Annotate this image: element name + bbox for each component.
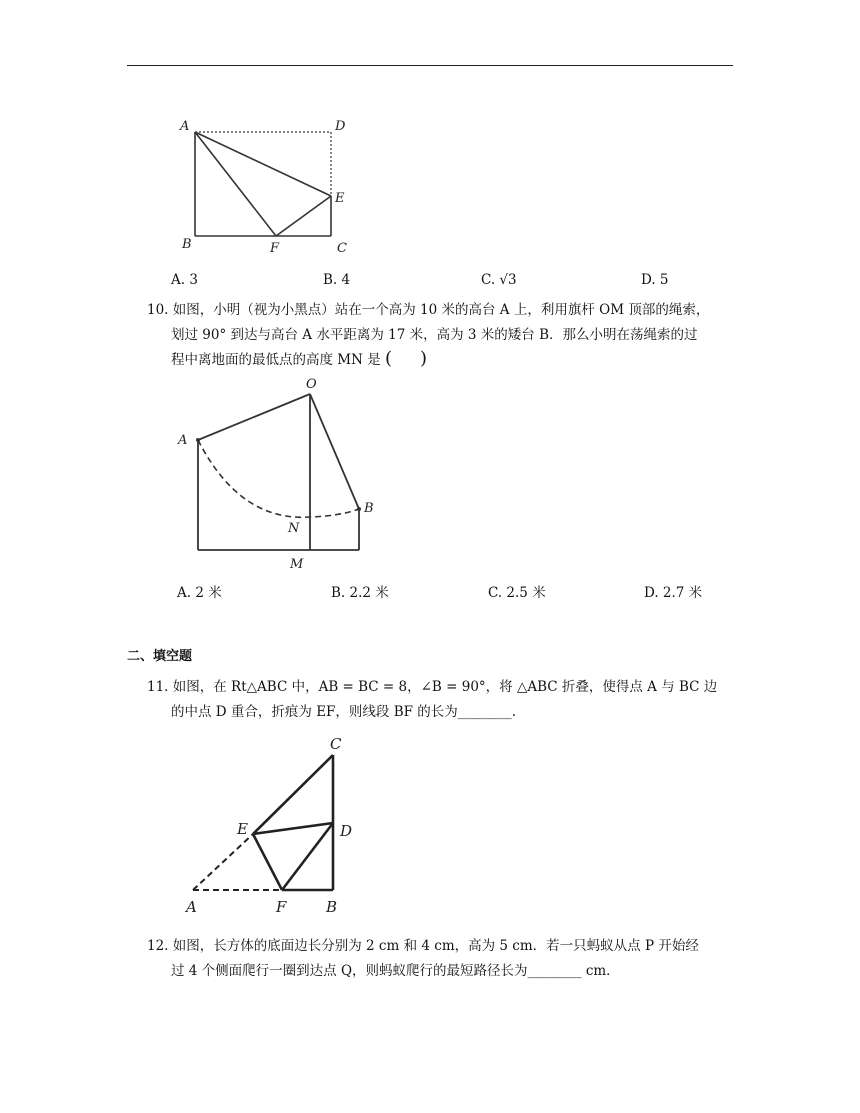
q10-option-d: D. 2.7 米 — [644, 585, 703, 601]
header-rule — [127, 65, 733, 66]
q9-label-e: E — [335, 191, 345, 206]
q10-line-3 — [171, 348, 427, 369]
q12-line-2: 过 4 个侧面爬行一圈到达点 Q，则蚂蚁爬行的最短路径长为________ cm． — [171, 963, 620, 979]
q9-option-c: C. √3 — [481, 272, 517, 288]
q9-label-f: F — [270, 241, 280, 256]
q9-label-d: D — [335, 119, 346, 134]
q9-label-c: C — [337, 241, 347, 256]
q11-line-1: 11. 如图，在 Rt△ABC 中，AB = BC = 8，∠B = 90°，将 △ABC 折叠，使得点 A 与 BC 边 — [147, 679, 718, 695]
q9-label-a: A — [180, 119, 190, 134]
q10-line-2: 划过 90° 到达与高台 A 水平距离为 17 米，高为 3 米的矮台 B．那么小明在荡绳索的过 — [171, 327, 698, 343]
q11-label-e: E — [237, 820, 248, 838]
q11-label-d: D — [340, 822, 353, 840]
q11-figure — [180, 732, 370, 917]
q11-label-c: C — [330, 735, 342, 753]
q10-option-a: A. 2 米 — [177, 585, 222, 601]
q9-option-b: B. 4 — [323, 272, 351, 288]
q10-figure — [170, 372, 390, 572]
q10-label-o: O — [306, 377, 317, 392]
q9-option-a: A. 3 — [171, 272, 198, 288]
q10-option-c: C. 2.5 米 — [488, 585, 546, 601]
q10-label-m: M — [290, 557, 304, 572]
q11-label-a: A — [186, 898, 197, 916]
q10-paren-open: ( — [385, 348, 393, 369]
q10-option-b: B. 2.2 米 — [331, 585, 389, 601]
q12-line-1: 12. 如图，长方体的底面边长分别为 2 cm 和 4 cm，高为 5 cm．若一只蚂蚁从点 P 开始经 — [147, 938, 699, 954]
q10-paren-close: ) — [420, 348, 428, 369]
q10-line-1: 10. 如图，小明（视为小黑点）站在一个高为 10 米的高台 A 上，利用旗杆 OM 顶部的绳索， — [147, 302, 710, 318]
section-title: 二、填空题 — [127, 649, 193, 664]
q11-label-f: F — [276, 898, 287, 916]
q9-figure — [170, 110, 370, 260]
q9-option-d: D. 5 — [641, 272, 669, 288]
q11-line-2: 的中点 D 重合，折痕为 EF，则线段 BF 的长为________. — [171, 704, 517, 720]
q10-label-a: A — [178, 433, 188, 448]
q10-line-3-text: 程中离地面的最低点的高度 MN 是 — [171, 352, 381, 368]
q10-label-b: B — [364, 501, 374, 516]
q10-label-n: N — [288, 521, 300, 536]
q11-label-b: B — [326, 898, 338, 916]
q9-label-b: B — [182, 237, 192, 252]
